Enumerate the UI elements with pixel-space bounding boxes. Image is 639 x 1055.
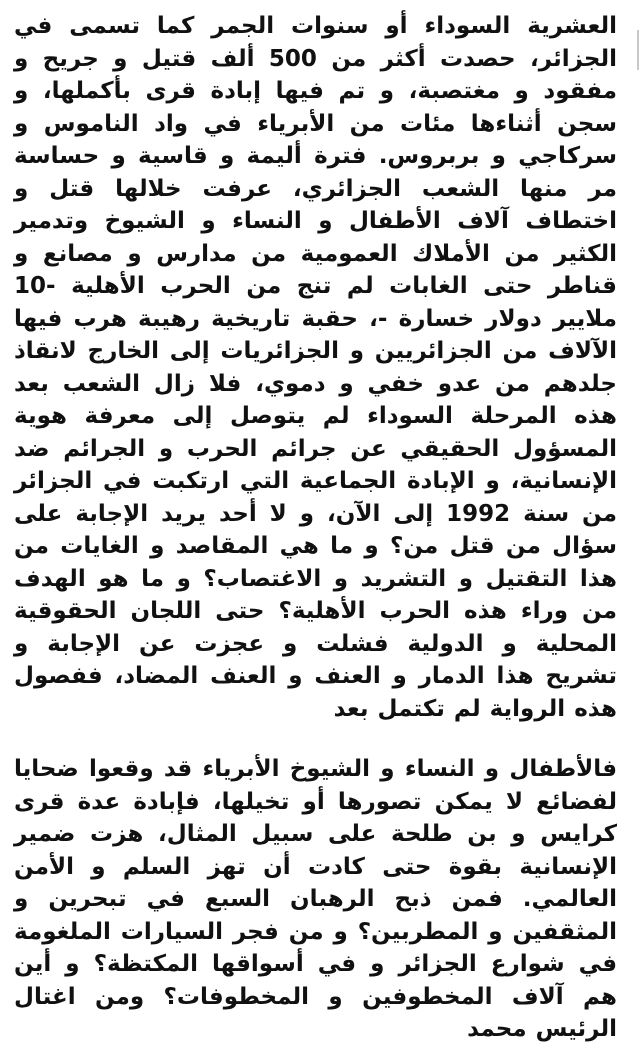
paragraph-1: العشرية السوداء أو سنوات الجمر كما تسمى في الجزائر، حصدت أكثر من 500 ألف قتيل و جريح و مفقود و مغتصبة، و تم فيها إبادة قرى بأكملها، و سجن أثناءها مئات من الأبرياء في واد الناموس و سركاجي و بربروس. فترة أليمة و قاسية و حساسة مر منها الشعب الجزائري، عرفت خلالها قتل و اختطاف آلاف الأطفال و النساء و الشيوخ وتدمير الكثير من الأملاك العمومية من مدارس و مصانع و قناطر حتى الغابات لم تنج من الحرب الأهلية -10 ملايير دولار خسارة -، حقبة تاريخية رهيبة هرب فيها الآلاف من الجزائريين و الجزائريات إلى الخارج لانقاذ جلدهم من عدو خفي و دموي، فلا زال الشعب بعد هذه المرحلة السوداء لم يتوصل إلى معرفة هوية المسؤول الحقيقي عن جرائم الحرب و الجرائم ضد الإنسانية، و الإبادة الجماعية التي ارتكبت في الجزائر من سنة 1992 إلى الآن، و لا أحد يريد الإجابة على سؤال من قتل من؟ و ما هي المقاصد و الغايات من هذا التقتيل و التشريد و الاغتصاب؟ و ما هو الهدف من وراء هذه الحرب الأهلية؟ حتى اللجان الحقوقية المحلية و الدولية فشلت و عجزت عن الإجابة و تشريح هذا الدمار و العنف و العنف المضاد، ففصول هذه الرواية لم تكتمل بعد: [14, 13, 617, 722]
paragraph-2: فالأطفال و النساء و الشيوخ الأبرياء قد وقعوا ضحايا لفضائع لا يمكن تصورها أو تخيلها، فإبادة عدة قرى كرايس و بن طلحة على سبيل المثال، هزت ضمير الإنسانية بقوة حتى كادت أن تهز السلم و الأمن العالمي. فمن ذبح الرهبان السبع في تبحرين و المثقفين و المطربين؟ و من فجر السيارات الملغومة في شوارع الجزائر و في أسواقها المكتظة؟ و أين هم آلاف المخطوفين و المخطوفات؟ ومن اغتال الرئيس محمد: [14, 756, 617, 1042]
